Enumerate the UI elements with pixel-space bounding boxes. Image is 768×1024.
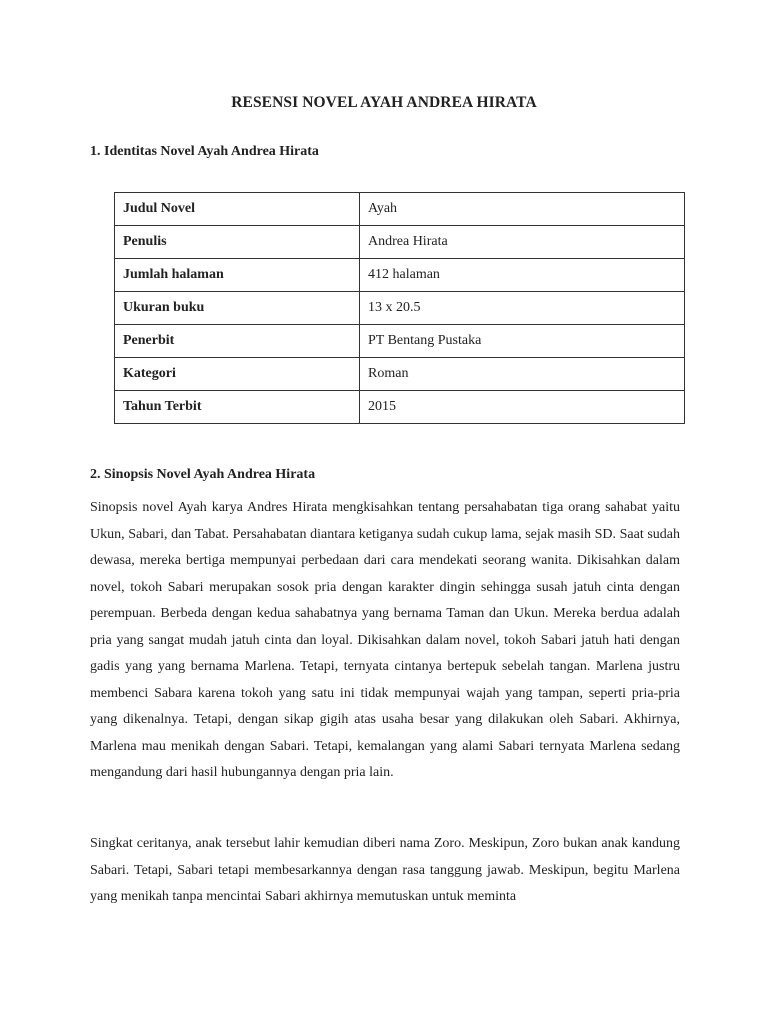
table-cell-label: Jumlah halaman [115,259,360,292]
section-heading-identity: 1. Identitas Novel Ayah Andrea Hirata [90,144,319,159]
document-title: RESENSI NOVEL AYAH ANDREA HIRATA [231,94,537,111]
table-cell-label: Judul Novel [115,193,360,226]
table-row [115,325,685,358]
section-heading-synopsis: 2. Sinopsis Novel Ayah Andrea Hirata [90,467,316,482]
table-cell-value: Andrea Hirata [360,226,685,259]
table-cell-label: Kategori [115,358,360,391]
identity-table [114,192,685,424]
table-cell-value: PT Bentang Pustaka [360,325,685,358]
table-row [115,193,685,226]
table-row [115,226,685,259]
table-cell-value: 2015 [360,391,685,424]
table-row [115,358,685,391]
table-cell-value: Roman [360,358,685,391]
table-cell-label: Tahun Terbit [115,391,360,424]
table-cell-label: Penerbit [115,325,360,358]
table-row [115,292,685,325]
table-row [115,391,685,424]
table-cell-value: 13 x 20.5 [360,292,685,325]
synopsis-paragraph: Sinopsis novel Ayah karya Andres Hirata mengkisahkan tentang persahabatan tiga orang sahabat yaitu Ukun, Sabari, dan Tabat. Persahabatan diantara ketiganya sudah cukup lama, sejak masih SD. Saat sudah dewasa, mereka bertiga mempunyai perbedaan dari cara mendekati seorang wanita. Dikisahkan dalam novel, tokoh Sabari merupakan sosok pria dengan karakter dingin sehingga susah jatuh cinta dengan perempuan. Berbeda dengan kedua sahabatnya yang bernama Taman dan Ukun. Mereka berdua adalah pria yang sangat mudah jatuh cinta dan loyal. Dikisahkan dalam novel, tokoh Sabari jatuh hati dengan gadis yang yang bernama Marlena. Tetapi, ternyata cintanya bertepuk sebelah tangan. Marlena justru membenci Sabara karena tokoh yang satu ini tidak mempunyai wajah yang tampan, seperti pria-pria yang dikenalnya. Tetapi, dengan sikap gigih atas usaha besar yang dilakukan oleh Sabari. Akhirnya, Marlena mau menikah dengan Sabari. Tetapi, kemalangan yang alami Sabari ternyata Marlena sedang mengandung dari hasil hubungannya dengan pria lain. [90,500,680,780]
table-row [115,259,685,292]
table-cell-value: Ayah [360,193,685,226]
table-cell-label: Penulis [115,226,360,259]
synopsis-paragraph-continued: Singkat ceritanya, anak tersebut lahir kemudian diberi nama Zoro. Meskipun, Zoro bukan anak kandung Sabari. Tetapi, Sabari tetapi membesarkannya dengan rasa tanggung jawab. Meskipun, begitu Marlena yang menikah tanpa mencintai Sabari akhirnya memutuskan untuk meminta [90,836,680,904]
table-cell-label: Ukuran buku [115,292,360,325]
table-cell-value: 412 halaman [360,259,685,292]
